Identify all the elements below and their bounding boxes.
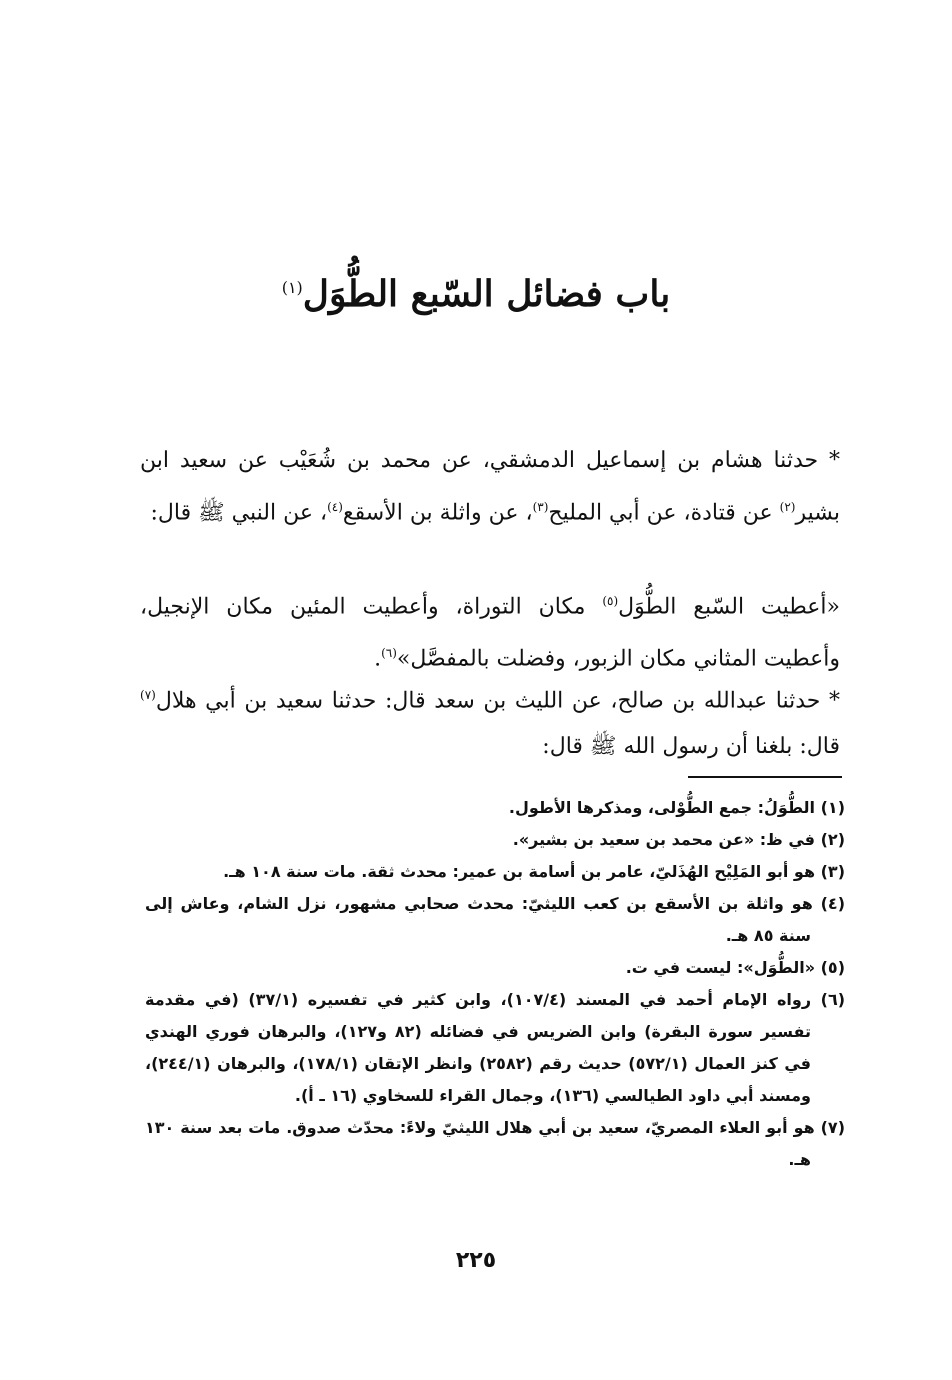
footnote-3: (٣) هو أبو المَلِيْح الهُذَليّ، عامر بن أسامة بن عمير: محدث ثقة. مات سنة ١٠٨ هـ. xyxy=(223,862,845,881)
hadith-chain-paragraph-2 xyxy=(140,672,840,770)
p3-text-a: * حدثنا عبدالله بن صالح، عن الليث بن سعد قال: حدثنا سعيد بن أبي هلال xyxy=(155,688,840,714)
footnote-1: (١) الطُّوَلُ: جمع الطُّوْلى، ومذكرها الأطول. xyxy=(508,798,845,817)
footnote-ref-6: (٦) xyxy=(381,646,397,661)
hadith-chain-paragraph-1 xyxy=(140,438,840,536)
page-number: ٢٢٥ xyxy=(455,1248,497,1273)
footnotes-section xyxy=(145,792,845,1176)
p3-text-b: قال: بلغنا أن رسول الله ﷺ قال: xyxy=(542,734,840,760)
p1-text-d: ، عن النبي ﷺ قال: xyxy=(150,500,328,526)
footnote-4: (٤) هو واثلة بن الأسقع بن كعب الليثيّ: محدث صحابي مشهور، نزل الشام، وعاش إلى سنة ٨٥ هـ. xyxy=(145,894,845,945)
footnote-7: (٧) هو أبو العلاء المصريّ، سعيد بن أبي هلال الليثيّ ولاءً: محدّث صدوق. مات بعد سنة ١٣٠ هـ. xyxy=(145,1118,845,1169)
p2-text-c: . xyxy=(374,646,382,672)
footnote-ref-3: (٣) xyxy=(532,500,549,514)
p1-text-b: عن قتادة، عن أبي المليح xyxy=(548,500,780,526)
p1-text-a: * حدثنا هشام بن إسماعيل الدمشقي، عن محمد بن شُعَيْب عن سعيد ابن بشير xyxy=(140,448,840,526)
footnote-ref-5: (٥) xyxy=(602,594,619,608)
footnote-divider xyxy=(688,776,842,778)
footnote-ref-2: (٢) xyxy=(779,500,796,514)
title-footnote-ref: (١) xyxy=(281,278,303,297)
p1-text-c: ، عن واثلة بن الأسقع xyxy=(342,500,533,526)
p2-text-a: «أعطيت السّبع الطُّوَل xyxy=(618,594,840,620)
hadith-text-paragraph xyxy=(140,578,840,683)
chapter-title-text: باب فضائل السّبع الطُّوَل xyxy=(302,273,671,315)
footnote-ref-4: (٤) xyxy=(327,500,343,514)
chapter-title xyxy=(0,258,952,324)
footnote-2: (٢) في ظ: «عن محمد بن سعيد بن بشير». xyxy=(512,830,845,849)
footnote-5: (٥) «الطُّوَل»: ليست في ت. xyxy=(625,958,845,977)
footnote-ref-7: (٧) xyxy=(140,688,156,702)
footnote-6: (٦) رواه الإمام أحمد في المسند (١٠٧/٤)، وابن كثير في تفسيره (٣٧/١) (في مقدمة تفسير سورة البقرة) وابن الضريس في فضائله (٨٢ و١٢٧)، والبرهان فوري الهندي في كنز العمال (٥٧٢/١) حديث رقم (٢٥٨٢) وانظر الإتقان (١٧٨/١)، والبرهان (٢٤٤/١)، ومسند أبي داود الطيالسي (١٣٦)، وجمال القراء للسخاوي (١٦ ـ أ). xyxy=(145,990,846,1105)
p2-text-b: مكان التوراة، وأعطيت المئين مكان الإنجيل، وأعطيت المثاني مكان الزبور، وفضلت بالمفصَّل» xyxy=(140,594,840,672)
